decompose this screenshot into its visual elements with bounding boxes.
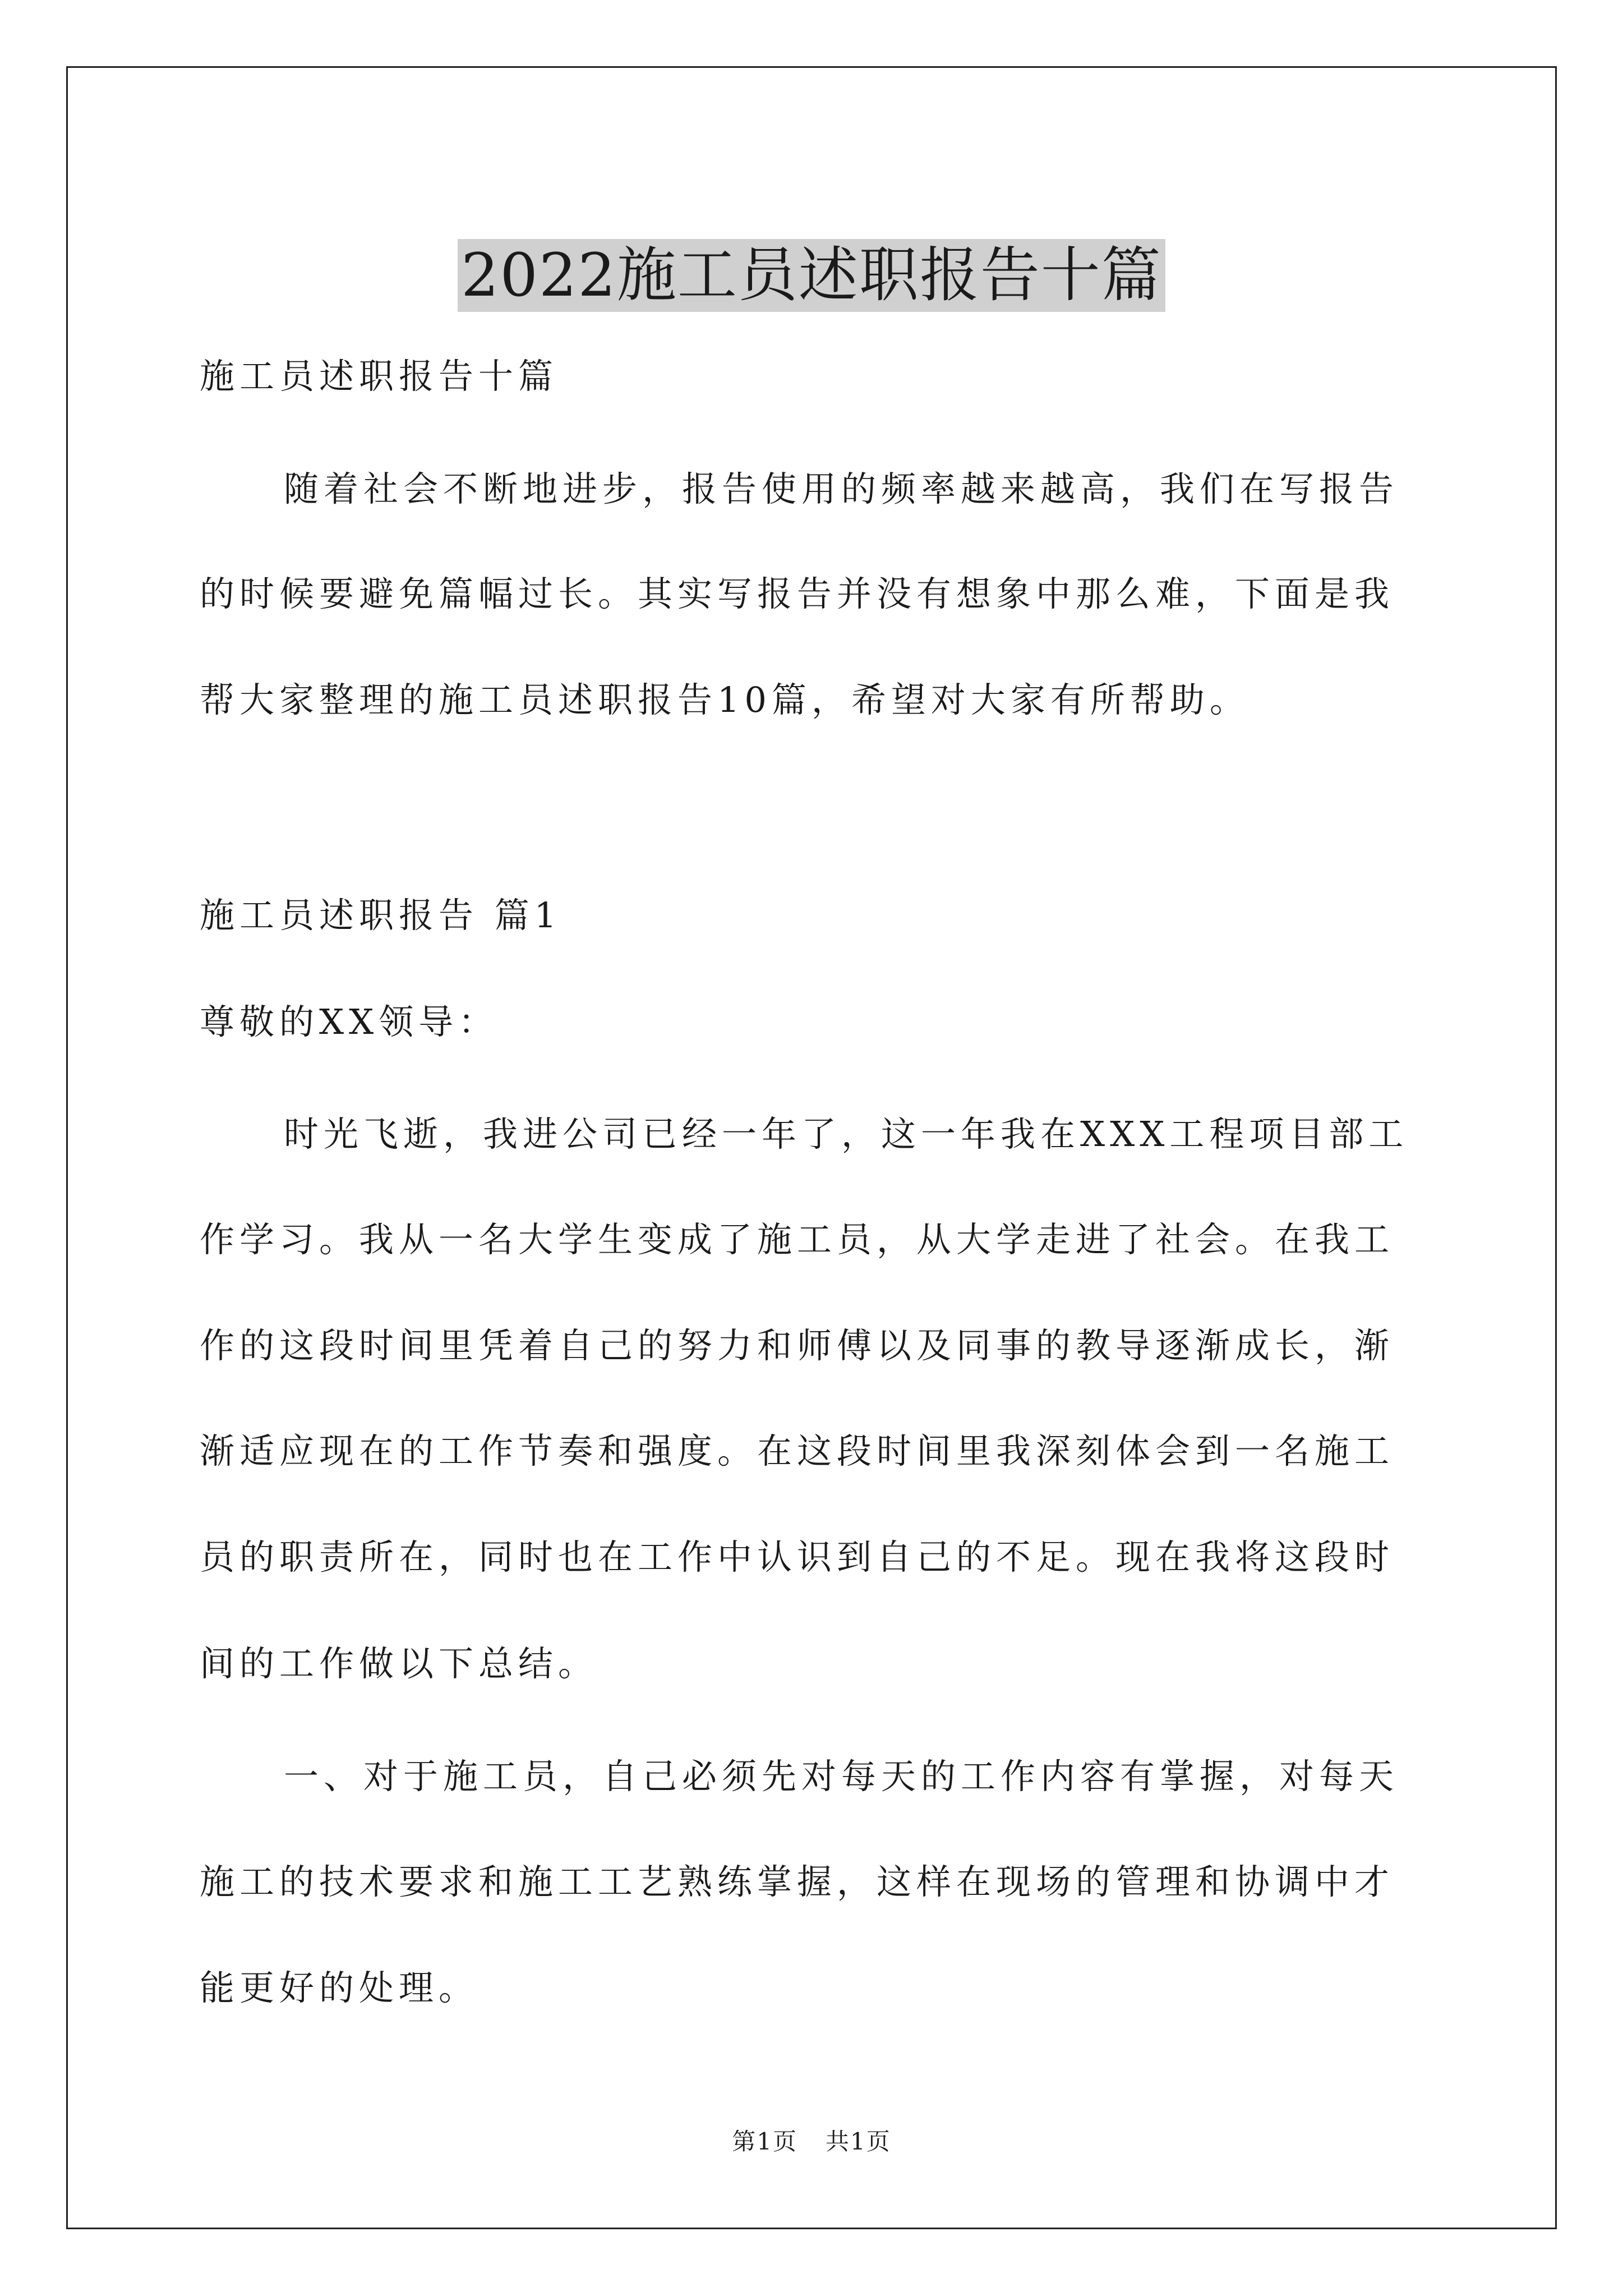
intro-line-3: 帮大家整理的施工员述职报告10篇，希望对大家有所帮助。 [200,679,1249,720]
para1-line-4: 渐适应现在的工作节奏和强度。在这段时间里我深刻体会到一名施工 [200,1430,1395,1471]
section-heading: 施工员述职报告 篇1 [200,895,562,936]
para2-line-1: 一、对于施工员，自己必须先对每天的工作内容有掌握，对每天 [284,1756,1399,1797]
intro-line-1: 随着社会不断地进步，报告使用的频率越来越高，我们在写报告 [284,468,1399,509]
document-title: 2022施工员述职报告十篇 [458,239,1165,312]
para1-line-2: 作学习。我从一名大学生变成了施工员，从大学走进了社会。在我工 [200,1219,1395,1260]
page-total: 共1页 [826,2128,891,2155]
para1-line-5: 员的职责所在，同时也在工作中认识到自己的不足。现在我将这段时 [200,1536,1395,1577]
para2-line-3: 能更好的处理。 [200,1967,479,2008]
document-subtitle: 施工员述职报告十篇 [200,356,559,397]
para1-line-6: 间的工作做以下总结。 [200,1643,598,1684]
title-block [0,199,1623,352]
page-number: 第1页 [732,2128,797,2155]
para2-line-2: 施工的技术要求和施工工艺熟练掌握，这样在现场的管理和协调中才 [200,1861,1395,1902]
para1-line-1: 时光飞逝，我进公司已经一年了，这一年我在XXX工程项目部工 [284,1114,1409,1154]
salutation: 尊敬的XX领导： [200,1001,499,1042]
page-footer [0,2126,1623,2157]
intro-line-2: 的时候要避免篇幅过长。其实写报告并没有想象中那么难，下面是我 [200,573,1395,614]
para1-line-3: 作的这段时间里凭着自己的努力和师傅以及同事的教导逐渐成长，渐 [200,1325,1395,1366]
